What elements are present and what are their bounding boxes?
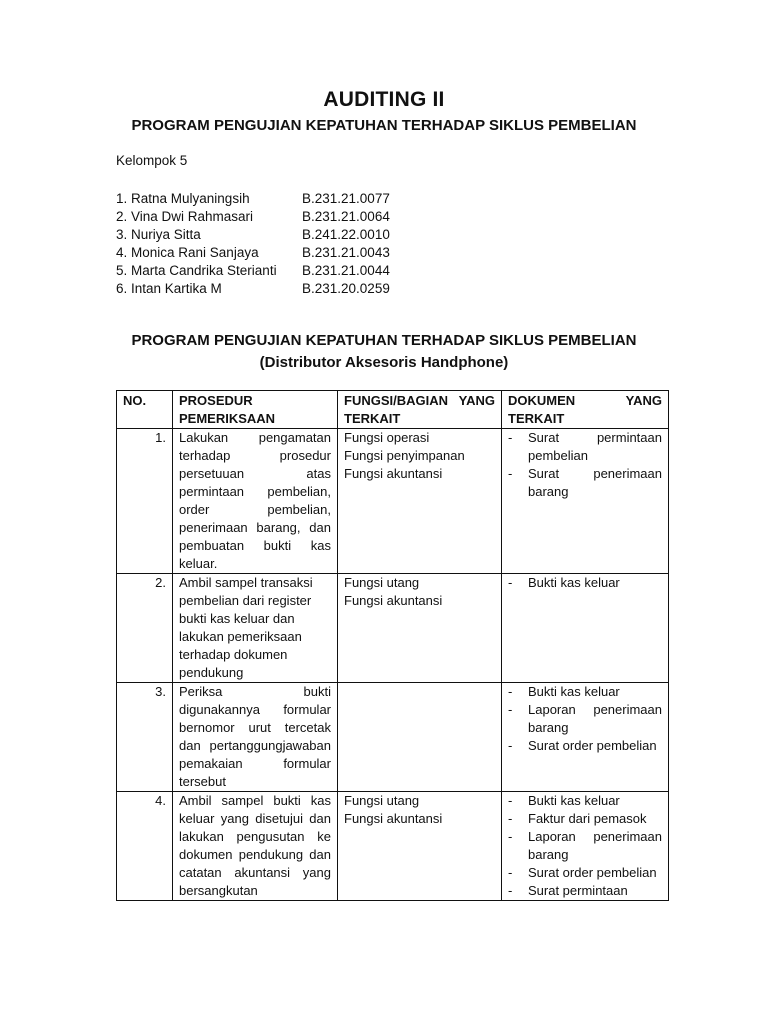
table-row (117, 683, 669, 792)
member-id: B.231.20.0259 (302, 280, 390, 296)
function-cell (338, 792, 502, 901)
function-item: Fungsi utang (344, 793, 420, 808)
function-cell (338, 574, 502, 683)
document-title: AUDITING II (323, 88, 445, 111)
member-name: 4. Monica Rani Sanjaya (116, 244, 259, 260)
member-row (116, 243, 476, 261)
section-title: PROGRAM PENGUJIAN KEPATUHAN TERHADAP SIKLUS PEMBELIAN (131, 332, 637, 349)
document-cell (502, 683, 669, 792)
document-item: - Surat order pembelian (508, 864, 662, 882)
document-item: - Bukti kas keluar (508, 683, 662, 701)
row-number: 3. (117, 683, 173, 792)
row-number: 1. (117, 429, 173, 574)
member-name: 3. Nuriya Sitta (116, 226, 201, 242)
member-row (116, 207, 476, 225)
document-item: - Surat penerimaan barang (508, 465, 662, 501)
document-item: - Surat order pembelian (508, 737, 662, 755)
member-name: 5. Marta Candrika Sterianti (116, 262, 277, 278)
table-row (117, 792, 669, 901)
document-item: - Bukti kas keluar (508, 792, 662, 810)
function-item: Fungsi akuntansi (344, 466, 443, 481)
procedure-text: Ambil sampel bukti kas keluar yang disetujui dan lakukan pengusutan ke dokumen pendukung dan catatan akuntansi yang bersangkutan (173, 792, 338, 901)
procedure-text: Lakukan pengamatan terhadap prosedur persetuuan atas permintaan pembelian, order pembelian, penerimaan barang, dan pembuatan bukti kas keluar. (173, 429, 338, 574)
function-cell (338, 429, 502, 574)
function-cell (338, 683, 502, 792)
table-row (117, 429, 669, 574)
member-list (116, 189, 476, 297)
member-row (116, 189, 476, 207)
member-id: B.231.21.0044 (302, 262, 390, 278)
function-item: Fungsi akuntansi (344, 593, 443, 608)
document-cell (502, 429, 669, 574)
procedure-table (116, 390, 669, 901)
function-item: Fungsi akuntansi (344, 811, 443, 826)
member-id: B.231.21.0043 (302, 244, 390, 260)
member-row (116, 225, 476, 243)
header-document: DOKUMEN YANG TERKAIT (502, 391, 669, 429)
header-procedure: PROSEDUR PEMERIKSAAN (173, 391, 338, 429)
row-number: 2. (117, 574, 173, 683)
member-name: 6. Intan Kartika M (116, 280, 222, 296)
document-item: - Surat permintaan (508, 882, 662, 900)
document-item: - Surat permintaan pembelian (508, 429, 662, 465)
member-id: B.231.21.0077 (302, 190, 390, 206)
table-header-row (117, 391, 669, 429)
row-number: 4. (117, 792, 173, 901)
document-item: - Laporan penerimaan barang (508, 828, 662, 864)
header-no: NO. (117, 391, 173, 429)
group-label: Kelompok 5 (116, 153, 188, 168)
member-row (116, 279, 476, 297)
document-item: - Bukti kas keluar (508, 574, 662, 592)
function-item: Fungsi penyimpanan (344, 448, 465, 463)
document-cell (502, 574, 669, 683)
member-id: B.231.21.0064 (302, 208, 390, 224)
member-name: 1. Ratna Mulyaningsih (116, 190, 250, 206)
header-function: FUNGSI/BAGIAN YANG TERKAIT (338, 391, 502, 429)
member-name: 2. Vina Dwi Rahmasari (116, 208, 254, 224)
procedure-text: Periksa bukti digunakannya formular bernomor urut tercetak dan pertanggungjawaban pemakaian formular tersebut (173, 683, 338, 792)
table-row (117, 574, 669, 683)
member-id: B.241.22.0010 (302, 226, 390, 242)
function-item: Fungsi utang (344, 575, 420, 590)
document-subtitle: PROGRAM PENGUJIAN KEPATUHAN TERHADAP SIKLUS PEMBELIAN (131, 117, 637, 134)
document-item: - Laporan penerimaan barang (508, 701, 662, 737)
member-row (116, 261, 476, 279)
document-item: - Faktur dari pemasok (508, 810, 662, 828)
document-cell (502, 792, 669, 901)
function-item: Fungsi operasi (344, 430, 430, 445)
section-subtitle: (Distributor Aksesoris Handphone) (259, 354, 509, 371)
procedure-text: Ambil sampel transaksi pembelian dari register bukti kas keluar dan lakukan pemeriksaan terhadap dokumen pendukung (173, 574, 338, 683)
